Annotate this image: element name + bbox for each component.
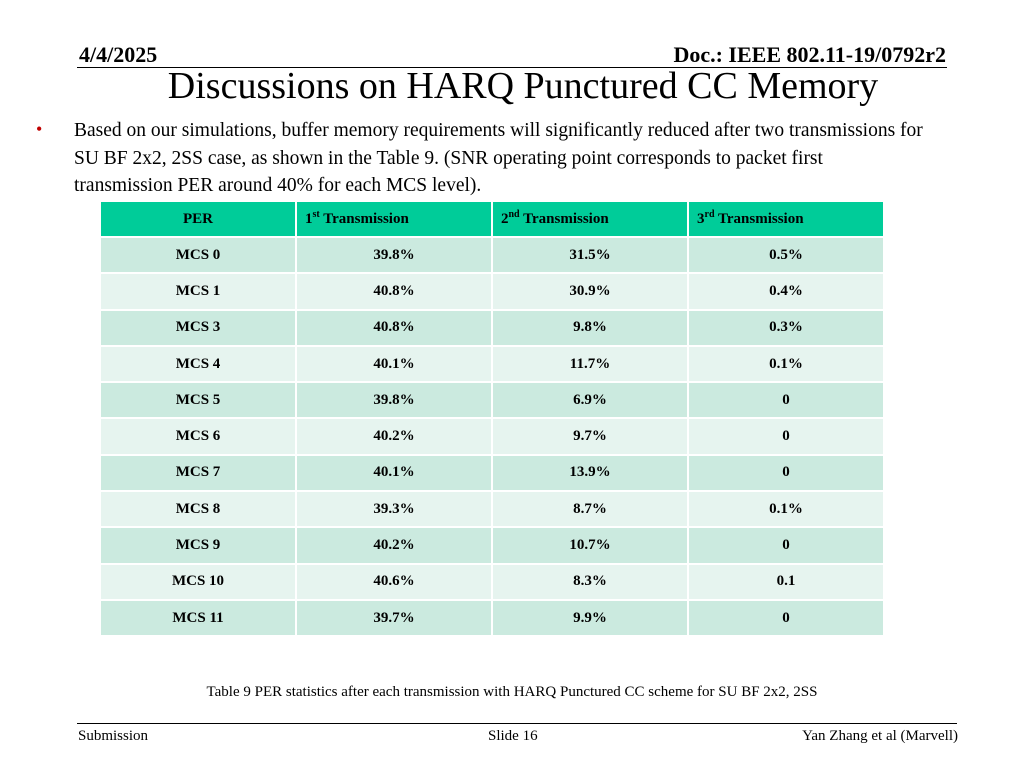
table-row <box>100 491 884 527</box>
table-cell: 9.8% <box>492 310 688 346</box>
footer-author: Yan Zhang et al (Marvell) <box>802 728 958 744</box>
table-cell: 6.9% <box>492 382 688 418</box>
table-cell: 8.7% <box>492 491 688 527</box>
table-cell: 0.1% <box>688 491 884 527</box>
table-cell: 8.3% <box>492 564 688 600</box>
table-cell: 40.8% <box>296 310 492 346</box>
table-cell: 0.4% <box>688 273 884 309</box>
table-row <box>100 237 884 273</box>
footer-slide-number: Slide 16 <box>488 728 538 744</box>
table-header-cell: 1st Transmission <box>296 201 492 237</box>
footer-left: Submission <box>78 728 149 744</box>
slide-title: Discussions on HARQ Punctured CC Memory <box>167 65 879 107</box>
footer-rule <box>77 723 957 724</box>
table-cell: 0 <box>688 418 884 454</box>
bullet-text: Based on our simulations, buffer memory requirements will significantly reduced after two transmissions for SU BF 2x2, 2SS case, as shown in the Table 9. (SNR operating point corresponds to packet first transmission PER around 40% for each MCS level). <box>74 120 923 196</box>
table-cell: 0 <box>688 382 884 418</box>
table-row <box>100 527 884 563</box>
per-table <box>99 200 885 637</box>
table-row <box>100 564 884 600</box>
table-cell: 9.9% <box>492 600 688 636</box>
table-cell: 10.7% <box>492 527 688 563</box>
table-cell: 0.5% <box>688 237 884 273</box>
table-cell: 0 <box>688 527 884 563</box>
table-cell: 39.8% <box>296 237 492 273</box>
table-cell: 0.1 <box>688 564 884 600</box>
table-cell: 9.7% <box>492 418 688 454</box>
table-row <box>100 382 884 418</box>
table-cell: 0.1% <box>688 346 884 382</box>
table-row <box>100 273 884 309</box>
row-label-cell: MCS 0 <box>100 237 296 273</box>
table-header-row <box>100 201 884 237</box>
table-cell: 0 <box>688 455 884 491</box>
row-label-cell: MCS 6 <box>100 418 296 454</box>
row-label-cell: MCS 9 <box>100 527 296 563</box>
row-label-cell: MCS 5 <box>100 382 296 418</box>
table-cell: 39.3% <box>296 491 492 527</box>
table-cell: 39.8% <box>296 382 492 418</box>
row-label-cell: MCS 7 <box>100 455 296 491</box>
table-cell: 40.6% <box>296 564 492 600</box>
header-date: 4/4/2025 <box>79 42 158 67</box>
table-cell: 0 <box>688 600 884 636</box>
table-row <box>100 455 884 491</box>
table-row <box>100 418 884 454</box>
table-header-cell: PER <box>100 201 296 237</box>
table-cell: 40.1% <box>296 346 492 382</box>
table-cell: 39.7% <box>296 600 492 636</box>
table-cell: 31.5% <box>492 237 688 273</box>
row-label-cell: MCS 4 <box>100 346 296 382</box>
table-cell: 30.9% <box>492 273 688 309</box>
table-cell: 13.9% <box>492 455 688 491</box>
table-row <box>100 310 884 346</box>
bullet-marker: • <box>36 119 43 139</box>
row-label-cell: MCS 10 <box>100 564 296 600</box>
row-label-cell: MCS 11 <box>100 600 296 636</box>
table-row <box>100 346 884 382</box>
table-header-cell: 3rd Transmission <box>688 201 884 237</box>
table-cell: 40.8% <box>296 273 492 309</box>
table-header-cell: 2nd Transmission <box>492 201 688 237</box>
row-label-cell: MCS 1 <box>100 273 296 309</box>
header-doc-id: Doc.: IEEE 802.11-19/0792r2 <box>673 42 946 67</box>
table-cell: 11.7% <box>492 346 688 382</box>
row-label-cell: MCS 3 <box>100 310 296 346</box>
row-label-cell: MCS 8 <box>100 491 296 527</box>
table-row <box>100 600 884 636</box>
table-cell: 40.2% <box>296 418 492 454</box>
table-cell: 0.3% <box>688 310 884 346</box>
table-cell: 40.2% <box>296 527 492 563</box>
table-caption: Table 9 PER statistics after each transmission with HARQ Punctured CC scheme for SU BF 2x2, 2SS <box>206 684 818 700</box>
table-cell: 40.1% <box>296 455 492 491</box>
